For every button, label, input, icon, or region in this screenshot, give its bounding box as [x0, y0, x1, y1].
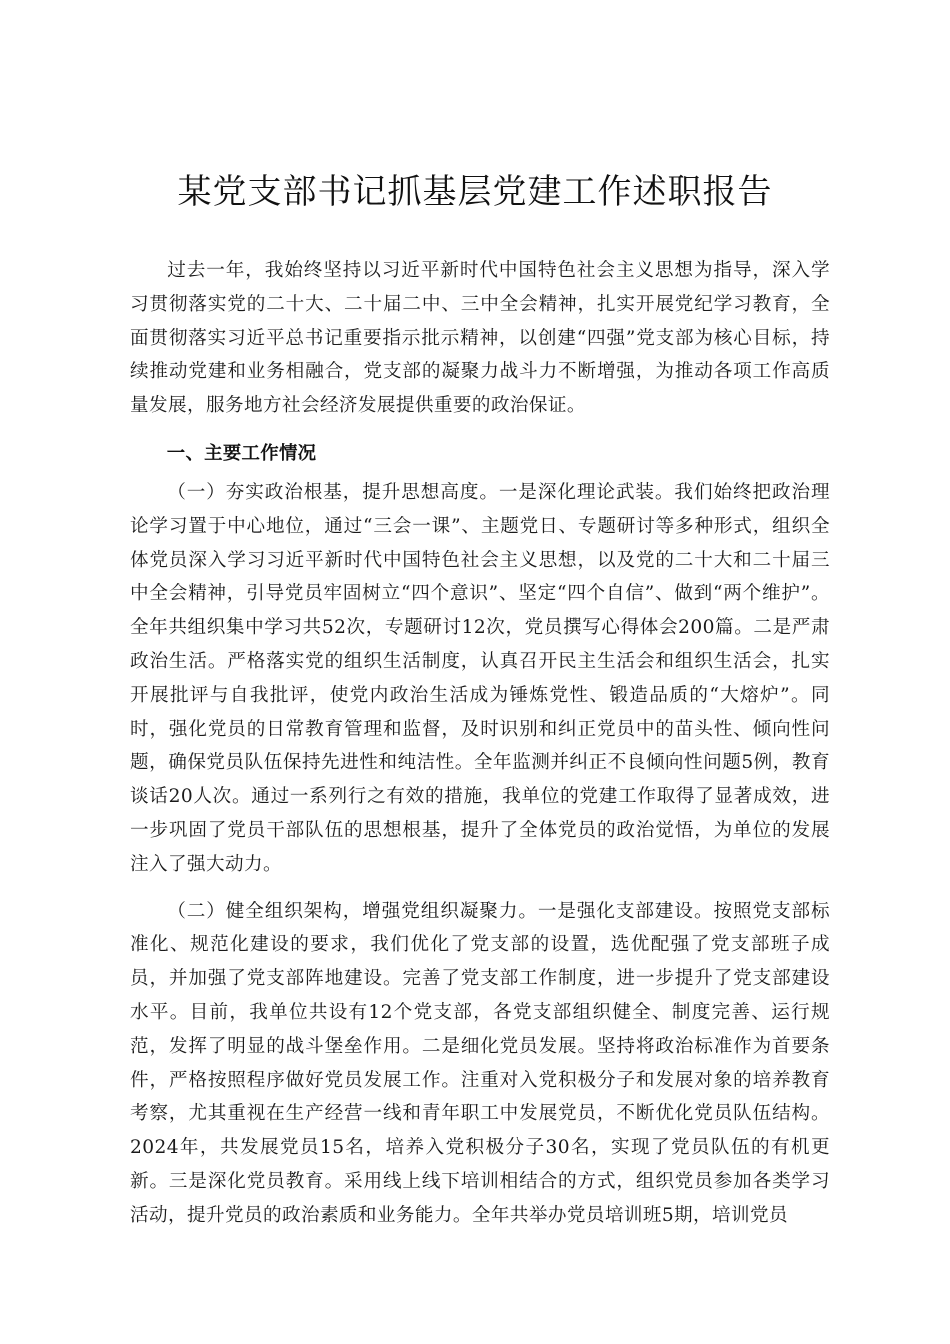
- document-body: [130, 254, 830, 1233]
- paragraph-organization-structure: （二）健全组织架构，增强党组织凝聚力。一是强化支部建设。按照党支部标准化、规范化建设的要求，我们优化了党支部的设置，选优配强了党支部班子成员，并加强了党支部阵地建设。完善了党支部工作制度，进一步提升了党支部建设水平。目前，我单位共设有12个党支部，各党支部组织健全、制度完善、运行规范，发挥了明显的战斗堡垒作用。二是细化党员发展。坚持将政治标准作为首要条件，严格按照程序做好党员发展工作。注重对入党积极分子和发展对象的培养教育考察，尤其重视在生产经营一线和青年职工中发展党员，不断优化党员队伍结构。2024年，共发展党员15名，培养入党积极分子30名，实现了党员队伍的有机更新。三是深化党员教育。采用线上线下培训相结合的方式，组织党员参加各类学习活动，提升党员的政治素质和业务能力。全年共举办党员培训班5期，培训党员: [130, 900, 830, 1226]
- intro-paragraph: 过去一年，我始终坚持以习近平新时代中国特色社会主义思想为指导，深入学习贯彻落实党的二十大、二十届二中、三中全会精神，扎实开展党纪学习教育，全面贯彻落实习近平总书记重要指示批示精神，以创建“四强”党支部为核心目标，持续推动党建和业务相融合，党支部的凝聚力战斗力不断增强，为推动各项工作高质量发展，服务地方社会经济发展提供重要的政治保证。: [130, 260, 830, 417]
- section-heading: 一、主要工作情况: [166, 442, 317, 464]
- paragraph-political-foundation: （一）夯实政治根基，提升思想高度。一是深化理论武装。我们始终把政治理论学习置于中心地位，通过“三会一课”、主题党日、专题研讨等多种形式，组织全体党员深入学习习近平新时代中国特色社会主义思想，以及党的二十大和二十届三中全会精神，引导党员牢固树立“四个意识”、坚定“四个自信”、做到“两个维护”。全年共组织集中学习共52次，专题研讨12次，党员撰写心得体会200篇。二是严肃政治生活。严格落实党的组织生活制度，认真召开民主生活会和组织生活会，扎实开展批评与自我批评，使党内政治生活成为锤炼党性、锻造品质的“大熔炉”。同时，强化党员的日常教育管理和监督，及时识别和纠正党员中的苗头性、倾向性问题，确保党员队伍保持先进性和纯洁性。全年监测并纠正不良倾向性问题5例，教育谈话20人次。通过一系列行之有效的措施，我单位的党建工作取得了显著成效，进一步巩固了党员干部队伍的思想根基，提升了全体党员的政治觉悟，为单位的发展注入了强大动力。: [130, 481, 830, 875]
- document-title: 某党支部书记抓基层党建工作述职报告: [177, 172, 773, 212]
